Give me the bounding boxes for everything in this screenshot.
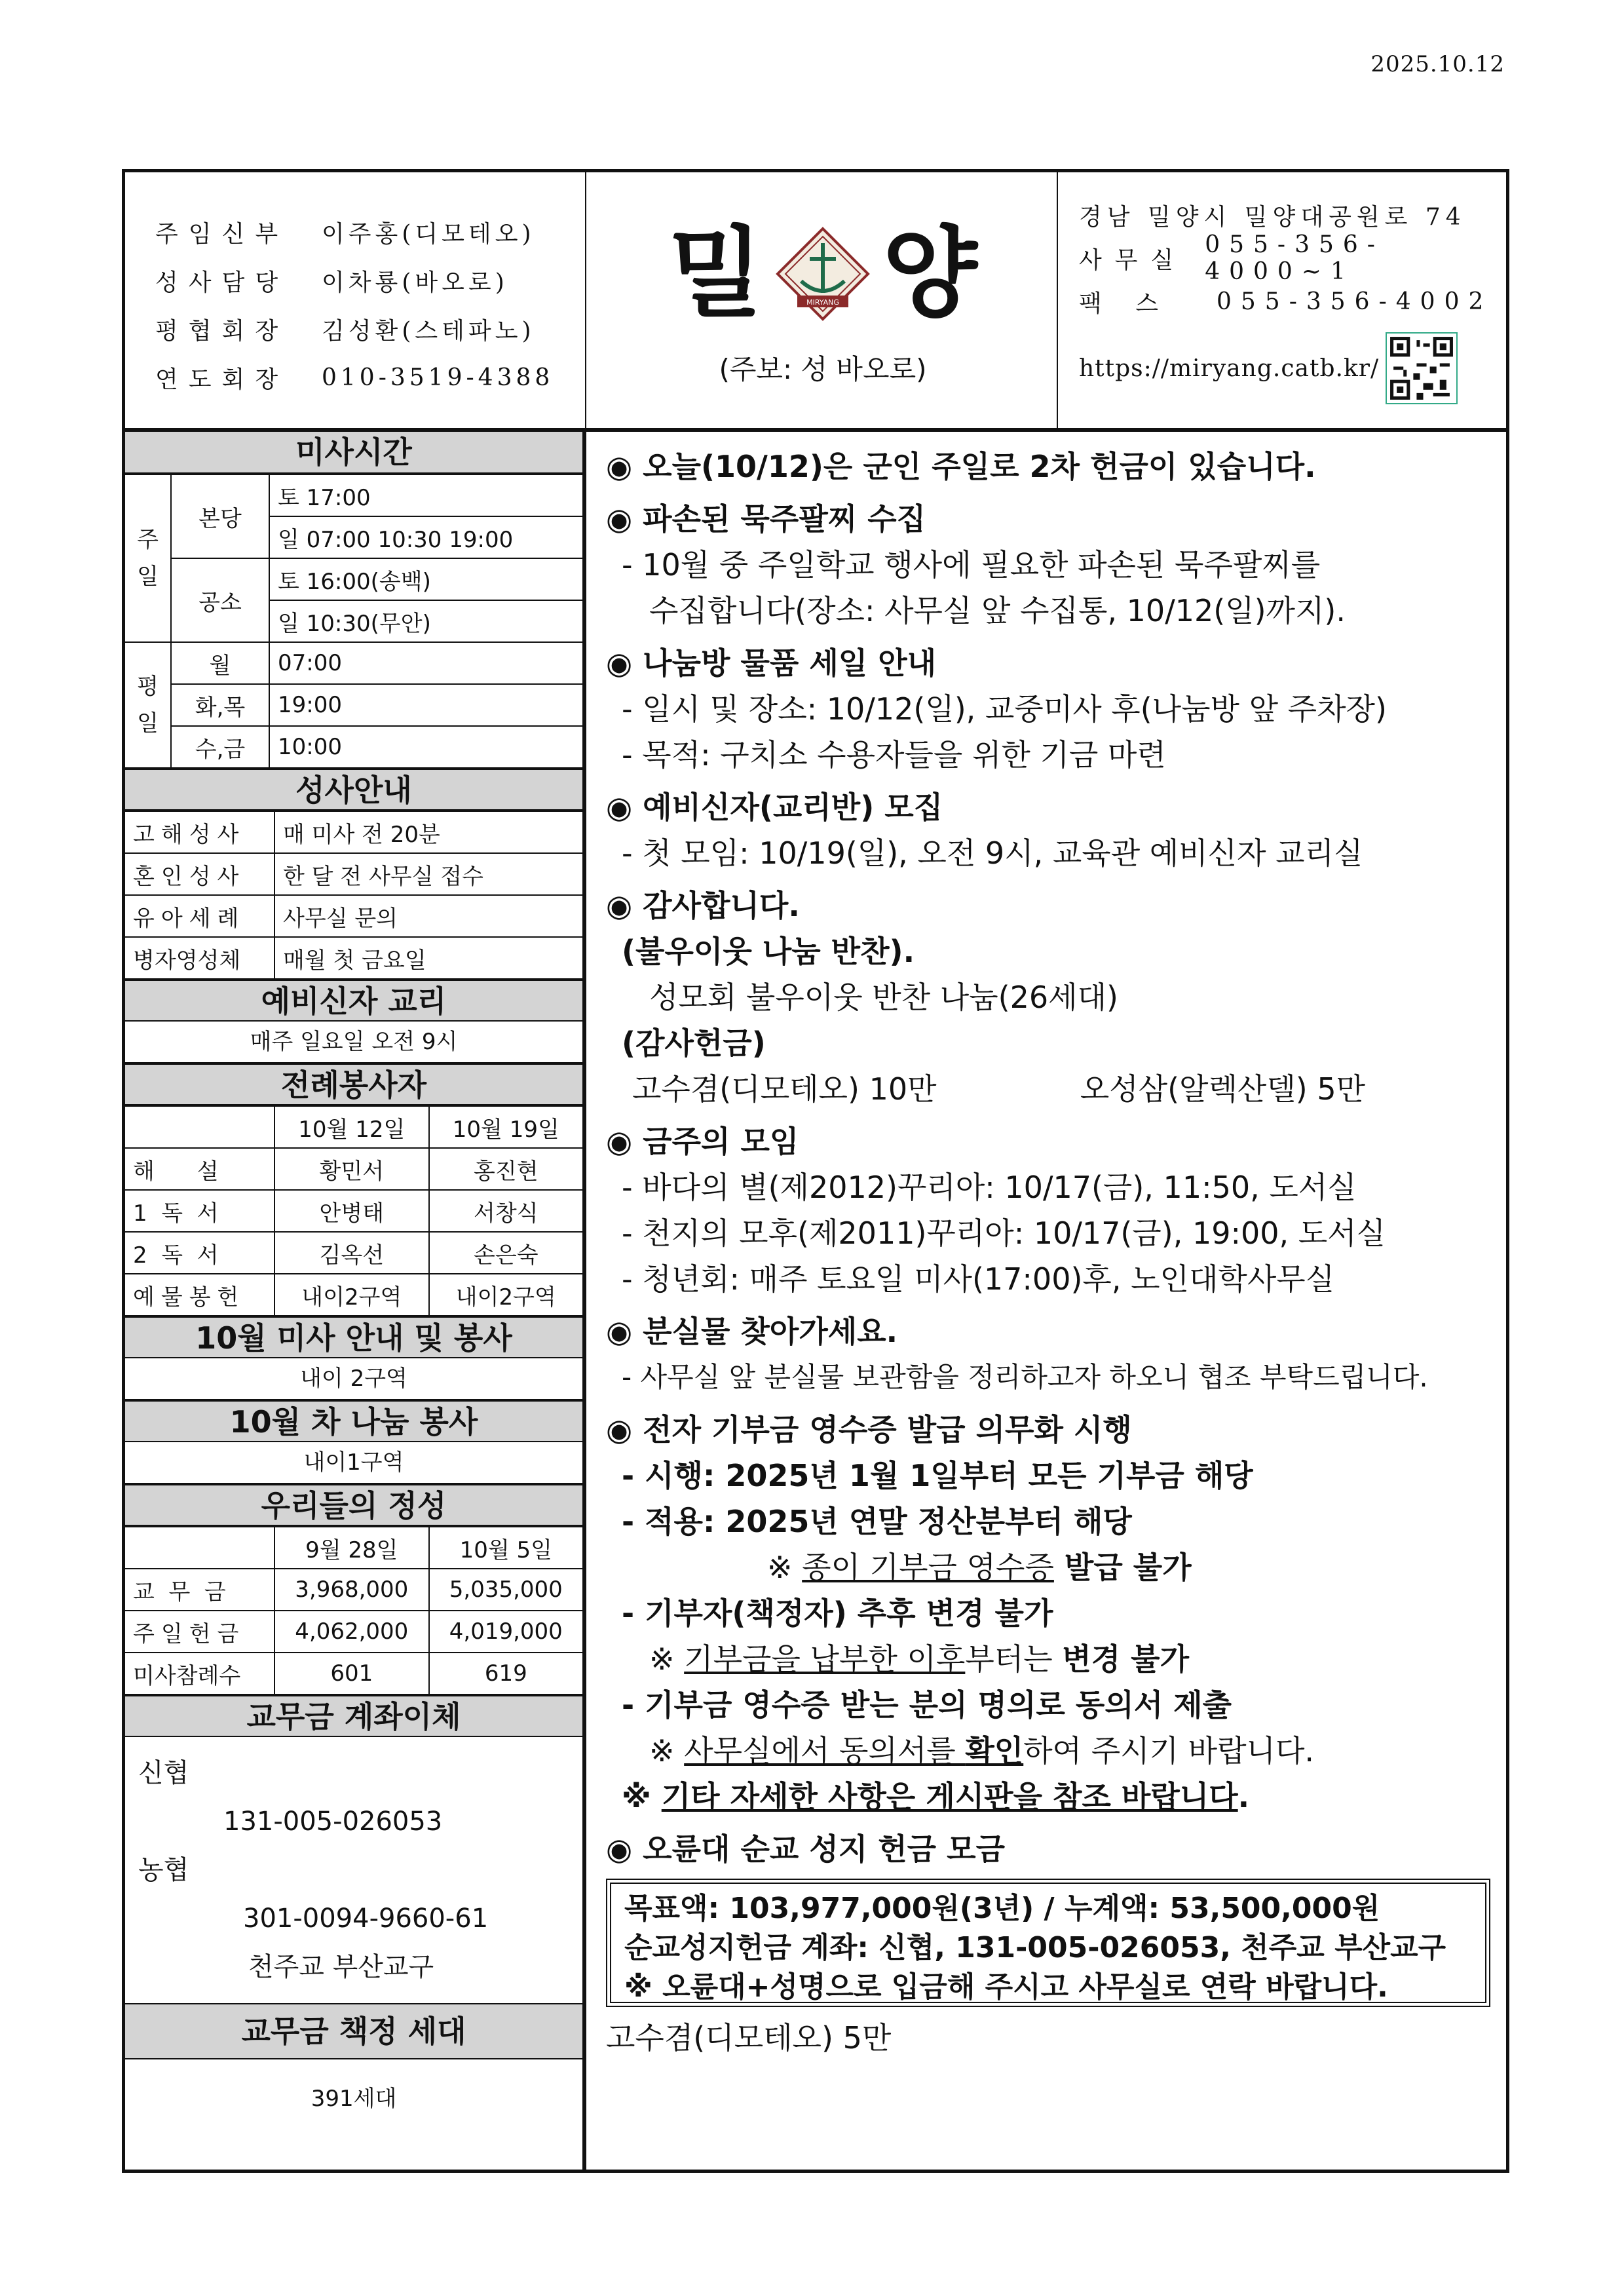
staff-name: 010-3519-4388 bbox=[322, 364, 554, 391]
account-owner: 천주교 부산교구 bbox=[248, 1952, 434, 1982]
server-name: 홍진현 bbox=[429, 1148, 582, 1190]
title-char: 밀 bbox=[668, 217, 763, 331]
mass-time: 토 17:00 bbox=[269, 474, 582, 516]
account-number: 131-005-026053 bbox=[223, 1807, 443, 1837]
sacrament-name: 혼인성사 bbox=[125, 853, 274, 895]
offering-amount: 3,968,000 bbox=[274, 1569, 429, 1611]
sunday-label: 주 일 bbox=[125, 474, 171, 642]
notice-subheading: (감사헌금) bbox=[622, 1025, 766, 1061]
notice-line: - 기부자(책정자) 추후 변경 불가 bbox=[622, 1596, 1053, 1631]
parish-logo bbox=[774, 225, 872, 323]
bank-name: 농협 bbox=[138, 1855, 189, 1885]
catechumen-time: 매주 일요일 오전 9시 bbox=[125, 1022, 582, 1063]
server-role: 1 독 서 bbox=[125, 1190, 274, 1232]
bulletin-date: 2025.10.12 bbox=[1370, 51, 1505, 77]
empty-cell bbox=[125, 1106, 274, 1148]
contact-info bbox=[1059, 172, 1506, 428]
notice-line: - 첫 모임: 10/19(일), 오전 9시, 교육관 예비신자 교리실 bbox=[622, 835, 1363, 871]
mass-time: 일 10:30(무안) bbox=[269, 600, 582, 642]
empty-cell bbox=[125, 1527, 274, 1569]
notice-line: - 적용: 2025년 연말 정산분부터 해당 bbox=[622, 1504, 1132, 1539]
notice-note: ※ 기타 자세한 사항은 게시판을 참조 바랍니다. bbox=[622, 1779, 1250, 1814]
tea-service-text: 내이1구역 bbox=[125, 1442, 582, 1484]
staff-row bbox=[155, 208, 585, 256]
qr-code-icon[interactable] bbox=[1386, 332, 1458, 404]
staff-role: 주임신부 bbox=[155, 220, 289, 248]
notice-line: - 바다의 별(제2012)꾸리아: 10/17(금), 11:50, 도서실 bbox=[622, 1170, 1357, 1205]
offering-amount: 619 bbox=[429, 1653, 582, 1694]
staff-name: 이차룡(바오로) bbox=[322, 269, 508, 296]
bulletin-title bbox=[588, 212, 1058, 336]
sacrament-info: 매월 첫 금요일 bbox=[274, 937, 582, 979]
website-link[interactable]: https://miryang.catb.kr/ bbox=[1079, 354, 1380, 382]
title-char: 양 bbox=[882, 217, 977, 331]
server-name: 내이2구역 bbox=[429, 1274, 582, 1316]
server-name: 안병태 bbox=[274, 1190, 429, 1232]
households-heading: 교무금 책정 세대 bbox=[125, 2004, 582, 2059]
notice-line: - 시행: 2025년 1월 1일부터 모든 기부금 해당 bbox=[622, 1458, 1253, 1493]
mass-guide-text: 내이 2구역 bbox=[125, 1358, 582, 1400]
donor-row bbox=[606, 1066, 1506, 1112]
mass-time: 07:00 bbox=[269, 642, 582, 684]
fax-row bbox=[1079, 280, 1506, 323]
weekday-day: 월 bbox=[171, 642, 269, 684]
main-church-label: 본당 bbox=[171, 474, 269, 558]
sacrament-name: 병자영성체 bbox=[125, 937, 274, 979]
url-row bbox=[1079, 332, 1458, 404]
server-name: 서창식 bbox=[429, 1190, 582, 1232]
account-number: 301-0094-9660-61 bbox=[243, 1904, 489, 1934]
mass-time: 10:00 bbox=[269, 726, 582, 768]
office-phone: 055-356-4000~1 bbox=[1205, 231, 1384, 285]
goal-note: ※ 오륜대+성명으로 입금해 주시고 사무실로 연락 바랍니다. bbox=[624, 1970, 1388, 2004]
sacrament-name: 유아세례 bbox=[125, 895, 274, 937]
bulletin-subtitle: (주보: 성 바오로) bbox=[719, 353, 927, 385]
offering-amount: 5,035,000 bbox=[429, 1569, 582, 1611]
offering-name: 미사참례수 bbox=[125, 1653, 274, 1694]
weekday-label: 평 일 bbox=[125, 642, 171, 768]
sacrament-info: 한 달 전 사무실 접수 bbox=[274, 853, 582, 895]
bulletin-frame bbox=[122, 169, 1509, 2173]
weekday-day: 화,목 bbox=[171, 684, 269, 726]
notice-heading: ◉ 전자 기부금 영수증 발급 의무화 시행 bbox=[606, 1412, 1132, 1447]
server-name: 손은숙 bbox=[429, 1232, 582, 1274]
office-label: 사무실 bbox=[1079, 246, 1187, 274]
server-date: 10월 12일 bbox=[274, 1106, 429, 1148]
notice-line: - 천지의 모후(제2011)꾸리아: 10/17(금), 19:00, 도서실 bbox=[622, 1215, 1386, 1251]
notice-heading: ◉ 감사합니다. bbox=[606, 888, 800, 923]
notice-line: - 일시 및 장소: 10/12(일), 교중미사 후(나눔방 앞 주차장) bbox=[622, 691, 1387, 727]
server-name: 내이2구역 bbox=[274, 1274, 429, 1316]
goal-amount: 목표액: 103,977,000원(3년) / 누계액: 53,500,000원 bbox=[624, 1892, 1380, 1925]
households-count: 391세대 bbox=[311, 2086, 397, 2112]
fax-number: 055-356-4002 bbox=[1217, 288, 1493, 315]
account-info bbox=[125, 1737, 582, 2004]
sacraments-heading: 성사안내 bbox=[125, 769, 582, 811]
staff-row bbox=[155, 353, 585, 402]
notice-heading: ◉ 파손된 묵주팔찌 수집 bbox=[606, 501, 926, 537]
notice-line: - 10월 중 주일학교 행사에 필요한 파손된 묵주팔찌를 bbox=[622, 547, 1321, 583]
notice-heading: ◉ 오륜대 순교 성지 헌금 모금 bbox=[606, 1831, 1006, 1867]
offerings-heading: 우리들의 정성 bbox=[125, 1484, 582, 1526]
fundraising-box bbox=[606, 1879, 1490, 2007]
notice-note: ※ 기부금을 납부한 이후부터는 변경 불가 bbox=[649, 1641, 1190, 1677]
staff-name: 김성환(스테파노) bbox=[322, 317, 535, 345]
sacraments-table bbox=[125, 811, 582, 980]
mass-time: 토 16:00(송백) bbox=[269, 558, 582, 600]
notice-note: ※ 종이 기부금 영수증 발급 불가 bbox=[767, 1550, 1192, 1585]
header bbox=[125, 172, 1506, 432]
staff-role: 연도회장 bbox=[155, 366, 289, 393]
server-name: 김옥선 bbox=[274, 1232, 429, 1274]
offering-amount: 4,062,000 bbox=[274, 1611, 429, 1653]
left-column bbox=[125, 432, 586, 2170]
account-heading: 교무금 계좌이체 bbox=[125, 1695, 582, 1737]
offering-name: 주일헌금 bbox=[125, 1611, 274, 1653]
staff-row bbox=[155, 256, 585, 305]
servers-heading: 전례봉사자 bbox=[125, 1063, 582, 1105]
notice-note: ※ 사무실에서 동의서를 확인하여 주시기 바랍니다. bbox=[649, 1733, 1315, 1769]
fax-label: 팩 스 bbox=[1079, 290, 1171, 317]
notice-line: 수집합니다(장소: 사무실 앞 수집통, 10/12(일)까지). bbox=[649, 593, 1346, 628]
staff-role: 성사담당 bbox=[155, 269, 289, 296]
sacrament-info: 사무실 문의 bbox=[274, 895, 582, 937]
address: 경남 밀양시 밀양대공원로 74 bbox=[1079, 203, 1466, 231]
server-role: 예물봉헌 bbox=[125, 1274, 274, 1316]
mass-guide-heading: 10월 미사 안내 및 봉사 bbox=[125, 1316, 582, 1358]
mass-time: 일 07:00 10:30 19:00 bbox=[269, 516, 582, 558]
mass-times-heading: 미사시간 bbox=[125, 432, 582, 474]
donor: 고수겸(디모테오) 5만 bbox=[606, 2020, 892, 2056]
donor: 고수겸(디모테오) 10만 bbox=[632, 1071, 937, 1107]
server-name: 황민서 bbox=[274, 1148, 429, 1190]
weekday-day: 수,금 bbox=[171, 726, 269, 768]
mass-times-table bbox=[125, 474, 582, 769]
offering-date: 10월 5일 bbox=[429, 1527, 582, 1569]
offerings-table bbox=[125, 1526, 582, 1695]
sacrament-info: 매 미사 전 20분 bbox=[274, 811, 582, 853]
notice-line: - 목적: 구치소 수용자들을 위한 기금 마련 bbox=[622, 737, 1166, 773]
sacrament-name: 고해성사 bbox=[125, 811, 274, 853]
notice-line: - 청년회: 매주 토요일 미사(17:00)후, 노인대학사무실 bbox=[622, 1261, 1335, 1297]
server-date: 10월 19일 bbox=[429, 1106, 582, 1148]
staff-role: 평협회장 bbox=[155, 317, 289, 345]
svg-text:MIRYANG: MIRYANG bbox=[806, 298, 839, 307]
donor: 오성삼(알렉산델) 5만 bbox=[1080, 1071, 1366, 1107]
offering-amount: 4,019,000 bbox=[429, 1611, 582, 1653]
masthead bbox=[588, 172, 1058, 428]
server-role: 2 독 서 bbox=[125, 1232, 274, 1274]
notice-line: - 사무실 앞 분실물 보관함을 정리하고자 하오니 협조 부탁드립니다. bbox=[622, 1361, 1428, 1393]
notice-subheading: (불우이웃 나눔 반찬). bbox=[622, 934, 915, 969]
tea-service-heading: 10월 차 나눔 봉사 bbox=[125, 1400, 582, 1442]
staff-list bbox=[125, 172, 586, 428]
offering-date: 9월 28일 bbox=[274, 1527, 429, 1569]
address-row bbox=[1079, 193, 1506, 237]
catechumen-heading: 예비신자 교리 bbox=[125, 980, 582, 1022]
offering-name: 교 무 금 bbox=[125, 1569, 274, 1611]
notices-column bbox=[590, 432, 1506, 2170]
notice-line: 성모회 불우이웃 반찬 나눔(26세대) bbox=[649, 980, 1118, 1015]
server-role: 해 설 bbox=[125, 1148, 274, 1190]
notice-heading: ◉ 분실물 찾아가세요. bbox=[606, 1314, 898, 1349]
notice-line: - 기부금 영수증 받는 분의 명의로 동의서 제출 bbox=[622, 1687, 1232, 1723]
mass-time: 19:00 bbox=[269, 684, 582, 726]
goal-account: 순교성지헌금 계좌: 신협, 131-005-026053, 천주교 부산교구 bbox=[624, 1931, 1446, 1964]
notice-heading: ◉ 금주의 모임 bbox=[606, 1124, 799, 1159]
notice-heading: ◉ 오늘(10/12)은 군인 주일로 2차 헌금이 있습니다. bbox=[606, 449, 1316, 484]
office-row bbox=[1079, 231, 1506, 285]
servers-table bbox=[125, 1105, 582, 1316]
notice-heading: ◉ 나눔방 물품 세일 안내 bbox=[606, 645, 937, 681]
branch-church-label: 공소 bbox=[171, 558, 269, 642]
offering-amount: 601 bbox=[274, 1653, 429, 1694]
bank-name: 신협 bbox=[138, 1758, 189, 1788]
notice-heading: ◉ 예비신자(교리반) 모집 bbox=[606, 790, 943, 825]
staff-row bbox=[155, 305, 585, 353]
staff-name: 이주홍(디모테오) bbox=[322, 220, 535, 248]
